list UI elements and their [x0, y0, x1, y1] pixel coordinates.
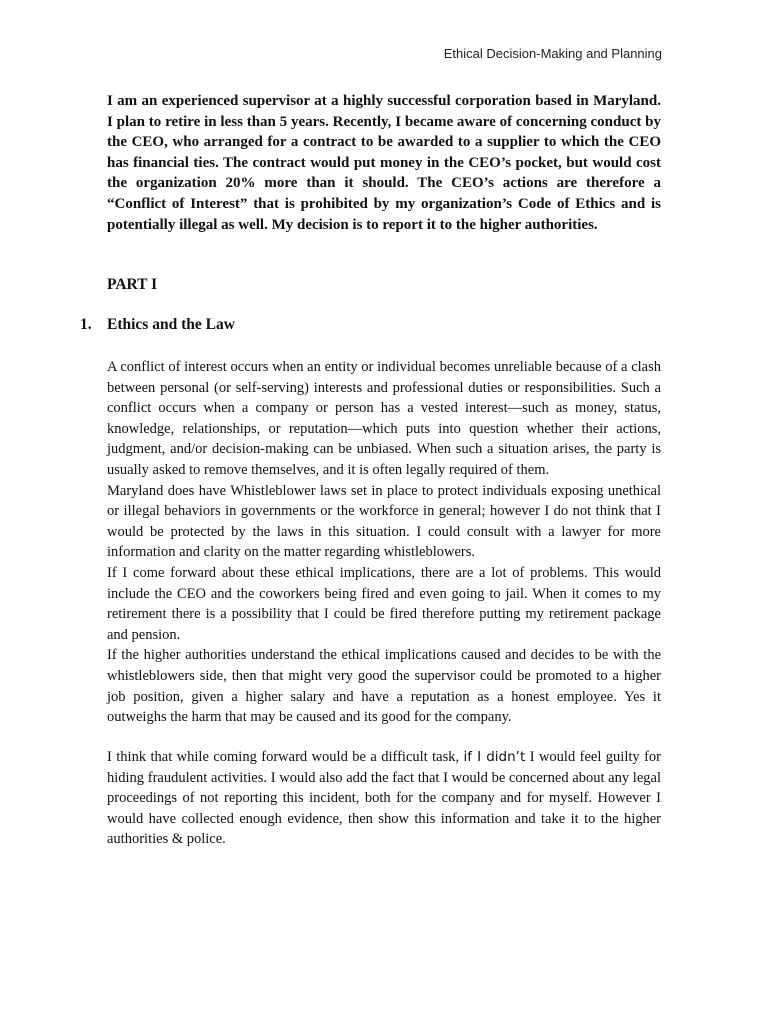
section-title: Ethics and the Law: [107, 316, 235, 333]
closing-text-highlight: if I didn’t: [463, 749, 526, 765]
running-header: Ethical Decision-Making and Planning: [443, 46, 662, 61]
section-number: 1.: [80, 316, 92, 333]
closing-text-end: I would feel guilty for hiding fraudulent activities. I would also add the fact that I would be concerned about any legal proceedings of not reporting this incident, both for the company and for myself. However I would have collected enough evidence, then show this information and take it to the higher authorities & police.: [107, 749, 661, 848]
paragraph-problems: If I come forward about these ethical implications, there are a lot of problems. This would include the CEO and the coworkers being fired and even going to jail. When it comes to my retirement there is a possibility that I could be fired therefore putting my retirement package and pension.: [107, 564, 661, 643]
intro-paragraph: I am an experienced supervisor at a highly successful corporation based in Maryland. I plan to retire in less than 5 years. Recently, I became aware of concerning conduct by the CEO, who arranged for a contract to be awarded to a supplier to which the CEO has financial ties. The contract would put money in the CEO’s pocket, but would cost the organization 20% more than it should. The CEO’s actions are therefore a “Conflict of Interest” that is prohibited by my organization’s Code of Ethics and is potentially illegal as well. My decision is to report it to the higher authorities.: [107, 93, 661, 233]
section-body: [107, 357, 661, 728]
paragraph-conflict-definition: A conflict of interest occurs when an entity or individual becomes unreliable because of a clash between personal (or self-serving) interests and professional duties or responsibilities. Such a conflict occurs when a company or person has a vested interest—such as money, status, knowledge, relationships, or reputation—which puts into question whether their actions, judgment, and/or decision-making can be unbiased. When such a situation arises, the party is usually asked to remove themselves, and it is often legally required of them.: [107, 359, 661, 478]
closing-text-start: I think that while coming forward would be a difficult task,: [107, 749, 464, 765]
paragraph-benefits: If the higher authorities understand the ethical implications caused and decides to be with the whistleblowers side, then that might very good the supervisor could be promoted to a higher job position, given a higher salary and have a reputation as a honest employee. Yes it outweighs the harm that may be caused and its good for the company.: [107, 647, 661, 726]
section-heading: [80, 316, 235, 334]
paragraph-whistleblower-laws: Maryland does have Whistleblower laws set in place to protect individuals exposing unethical or illegal behaviors in governments or the workforce in general; however I do not think that I would be protected by the laws in this situation. I could consult with a lawyer for more information and clarity on the matter regarding whistleblowers.: [107, 482, 661, 561]
paragraph-closing: [107, 747, 661, 850]
closing-body: [107, 747, 661, 850]
part-heading: PART I: [107, 276, 158, 293]
